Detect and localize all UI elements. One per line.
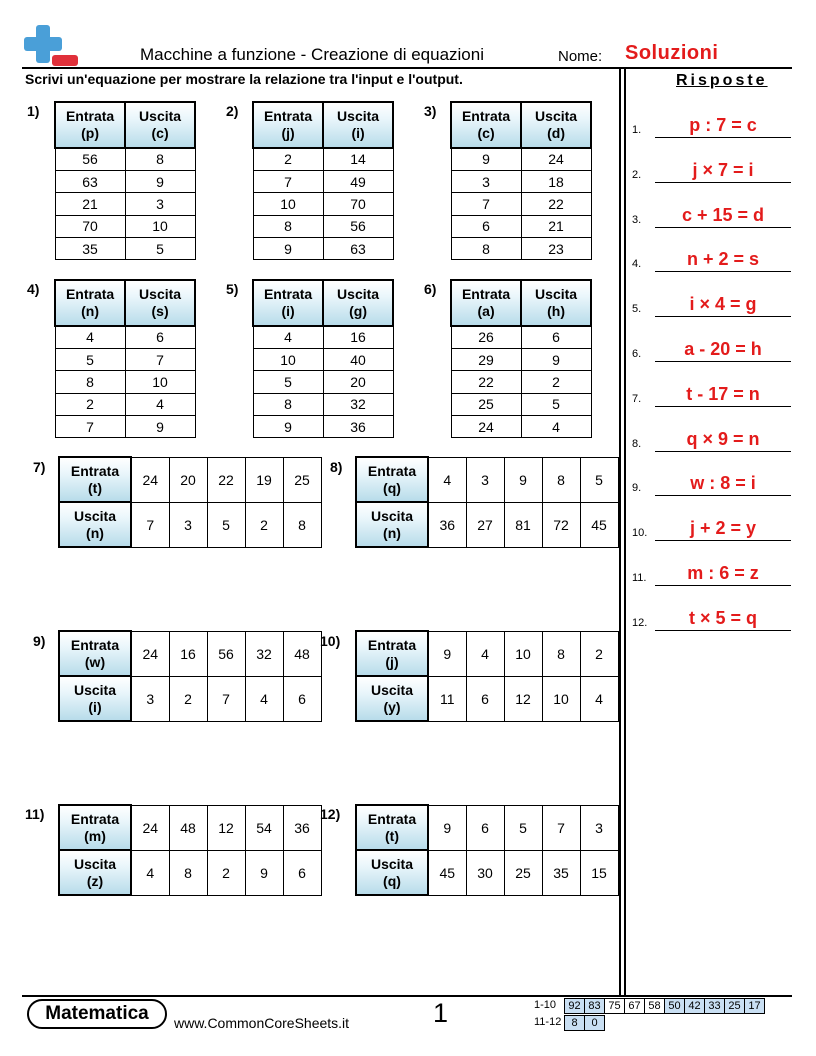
problem-number: 1) bbox=[27, 103, 40, 119]
input-cell: 2 bbox=[580, 631, 618, 676]
answer-number: 6. bbox=[632, 348, 642, 360]
output-cell: 24 bbox=[521, 148, 591, 170]
table-row bbox=[451, 371, 591, 393]
answer-line bbox=[655, 271, 791, 272]
table-row bbox=[253, 193, 393, 215]
problem-number: 10) bbox=[320, 633, 341, 649]
output-cell: 32 bbox=[323, 393, 393, 415]
table-row bbox=[451, 348, 591, 370]
input-cell: 5 bbox=[504, 805, 542, 850]
output-cell: 6 bbox=[283, 676, 321, 721]
output-cell: 6 bbox=[466, 676, 504, 721]
answer-value: n + 2 = s bbox=[686, 249, 760, 270]
answer-value: a - 20 = h bbox=[684, 339, 762, 359]
answer-line bbox=[655, 630, 791, 631]
input-cell: 56 bbox=[55, 148, 125, 170]
table-row bbox=[253, 170, 393, 192]
input-cell: 7 bbox=[542, 805, 580, 850]
output-cell: 56 bbox=[323, 215, 393, 237]
output-header: Uscita (n) bbox=[356, 502, 428, 547]
input-cell: 9 bbox=[504, 457, 542, 502]
output-cell: 12 bbox=[504, 676, 542, 721]
input-header: Entrata (c) bbox=[451, 102, 521, 148]
input-cell: 5 bbox=[580, 457, 618, 502]
answer-number: 2. bbox=[632, 168, 642, 181]
footer-url: www.CommonCoreSheets.it bbox=[174, 1015, 350, 1031]
problem-number: 2) bbox=[226, 103, 239, 119]
output-cell: 81 bbox=[504, 502, 542, 547]
score-cell: 25 bbox=[724, 998, 745, 1014]
input-header: Entrata (t) bbox=[59, 457, 131, 502]
input-cell: 9 bbox=[428, 631, 466, 676]
input-cell: 25 bbox=[451, 393, 521, 415]
input-cell: 48 bbox=[169, 805, 207, 850]
output-cell: 4 bbox=[521, 416, 591, 438]
input-cell: 10 bbox=[253, 348, 323, 370]
output-header: Uscita (n) bbox=[59, 502, 131, 547]
plus-minus-logo-icon bbox=[22, 23, 80, 69]
input-cell: 4 bbox=[466, 631, 504, 676]
output-cell: 21 bbox=[521, 215, 591, 237]
output-cell: 49 bbox=[323, 170, 393, 192]
output-row bbox=[356, 502, 618, 547]
table-row bbox=[253, 348, 393, 370]
score-cell: 42 bbox=[684, 998, 705, 1014]
output-cell: 22 bbox=[521, 193, 591, 215]
page-number: 1 bbox=[433, 998, 449, 1028]
output-header: Uscita (s) bbox=[125, 280, 195, 326]
input-cell: 6 bbox=[451, 215, 521, 237]
output-cell: 14 bbox=[323, 148, 393, 170]
output-cell: 4 bbox=[245, 676, 283, 721]
answer-number: 7. bbox=[632, 392, 642, 405]
score-cell: 83 bbox=[584, 998, 605, 1014]
score-cell: 75 bbox=[604, 998, 625, 1014]
table-row bbox=[451, 393, 591, 415]
table-row bbox=[253, 393, 393, 415]
input-cell: 8 bbox=[55, 371, 125, 393]
score-row bbox=[565, 998, 765, 1014]
input-cell: 7 bbox=[451, 193, 521, 215]
output-cell: 6 bbox=[521, 326, 591, 348]
output-cell: 63 bbox=[323, 238, 393, 260]
name-value: Soluzioni bbox=[625, 42, 719, 64]
output-header: Uscita (i) bbox=[59, 676, 131, 721]
table-row bbox=[253, 238, 393, 260]
score-cell: 92 bbox=[564, 998, 585, 1014]
answer-value: c + 15 = d bbox=[681, 204, 765, 225]
function-table bbox=[54, 101, 196, 260]
score-row-label: 11-12 bbox=[534, 1016, 562, 1028]
answer-value: j + 2 = y bbox=[689, 518, 757, 539]
answer-line bbox=[655, 451, 791, 452]
output-cell: 72 bbox=[542, 502, 580, 547]
input-cell: 54 bbox=[245, 805, 283, 850]
score-cell: 0 bbox=[584, 1015, 605, 1031]
table-row bbox=[253, 148, 393, 170]
problem-number: 6) bbox=[424, 281, 437, 297]
output-cell: 16 bbox=[323, 326, 393, 348]
table-row bbox=[55, 238, 195, 260]
output-cell: 40 bbox=[323, 348, 393, 370]
input-header: Entrata (j) bbox=[356, 631, 428, 676]
input-cell: 22 bbox=[451, 371, 521, 393]
input-row bbox=[356, 457, 618, 502]
input-cell: 26 bbox=[451, 326, 521, 348]
input-cell: 8 bbox=[451, 238, 521, 260]
answer-number: 5. bbox=[632, 303, 642, 316]
input-cell: 24 bbox=[131, 457, 169, 502]
function-table bbox=[355, 804, 619, 896]
input-cell: 25 bbox=[283, 457, 321, 502]
answer-line bbox=[655, 495, 791, 496]
output-cell: 15 bbox=[580, 850, 618, 895]
output-cell: 35 bbox=[542, 850, 580, 895]
input-cell: 6 bbox=[466, 805, 504, 850]
score-cell: 17 bbox=[744, 998, 765, 1014]
function-table bbox=[450, 279, 592, 438]
output-cell: 23 bbox=[521, 238, 591, 260]
input-cell: 4 bbox=[55, 326, 125, 348]
answer-number: 3. bbox=[632, 213, 642, 226]
score-cell: 8 bbox=[564, 1015, 585, 1031]
column-divider bbox=[619, 69, 621, 997]
table-row bbox=[55, 193, 195, 215]
input-cell: 32 bbox=[245, 631, 283, 676]
input-cell: 7 bbox=[253, 170, 323, 192]
input-header: Entrata (i) bbox=[253, 280, 323, 326]
output-cell: 18 bbox=[521, 170, 591, 192]
output-cell: 2 bbox=[245, 502, 283, 547]
output-row bbox=[356, 676, 618, 721]
input-header: Entrata (a) bbox=[451, 280, 521, 326]
answer-line bbox=[655, 227, 791, 228]
output-cell: 27 bbox=[466, 502, 504, 547]
output-header: Uscita (y) bbox=[356, 676, 428, 721]
input-cell: 24 bbox=[131, 631, 169, 676]
problem-number: 7) bbox=[33, 459, 46, 475]
function-table bbox=[252, 279, 394, 438]
table-row bbox=[451, 148, 591, 170]
output-cell: 10 bbox=[125, 371, 195, 393]
input-row bbox=[59, 631, 321, 676]
input-cell: 5 bbox=[253, 371, 323, 393]
table-row bbox=[253, 371, 393, 393]
brand-badge: Matematica bbox=[27, 999, 167, 1029]
output-cell: 7 bbox=[131, 502, 169, 547]
input-cell: 4 bbox=[428, 457, 466, 502]
output-cell: 2 bbox=[169, 676, 207, 721]
answer-number: 1. bbox=[632, 124, 642, 136]
table-row bbox=[451, 193, 591, 215]
input-cell: 9 bbox=[428, 805, 466, 850]
answer-line bbox=[655, 585, 791, 586]
answer-value: w : 8 = i bbox=[690, 473, 756, 494]
answers-title: Risposte bbox=[676, 72, 768, 89]
input-cell: 12 bbox=[207, 805, 245, 850]
table-row bbox=[55, 416, 195, 438]
input-row bbox=[59, 805, 321, 850]
table-row bbox=[451, 326, 591, 348]
output-header: Uscita (q) bbox=[356, 850, 428, 895]
answer-value: t × 5 = q bbox=[688, 607, 758, 628]
input-cell: 35 bbox=[55, 238, 125, 260]
output-header: Uscita (h) bbox=[521, 280, 591, 326]
footer-divider bbox=[22, 995, 792, 997]
score-cell: 67 bbox=[624, 998, 645, 1014]
input-cell: 8 bbox=[542, 457, 580, 502]
table-row bbox=[253, 326, 393, 348]
page-title: Macchine a funzione - Creazione di equazioni bbox=[140, 45, 484, 64]
answer-number: 12. bbox=[632, 616, 648, 629]
output-cell: 3 bbox=[169, 502, 207, 547]
output-header: Uscita (g) bbox=[323, 280, 393, 326]
input-header: Entrata (m) bbox=[59, 805, 131, 850]
answer-value: j × 7 = i bbox=[692, 159, 754, 180]
input-cell: 20 bbox=[169, 457, 207, 502]
table-row bbox=[55, 148, 195, 170]
function-table bbox=[450, 101, 592, 260]
output-cell: 4 bbox=[131, 850, 169, 895]
score-row-label: 1-10 bbox=[534, 999, 557, 1011]
output-cell: 6 bbox=[283, 850, 321, 895]
output-cell: 25 bbox=[504, 850, 542, 895]
function-table bbox=[252, 101, 394, 260]
answer-number: 11. bbox=[632, 572, 647, 584]
output-cell: 9 bbox=[521, 348, 591, 370]
input-cell: 16 bbox=[169, 631, 207, 676]
output-cell: 36 bbox=[323, 416, 393, 438]
output-cell: 9 bbox=[125, 416, 195, 438]
output-header: Uscita (c) bbox=[125, 102, 195, 148]
problem-number: 5) bbox=[226, 281, 239, 297]
output-row bbox=[356, 850, 618, 895]
input-cell: 4 bbox=[253, 326, 323, 348]
input-header: Entrata (q) bbox=[356, 457, 428, 502]
answer-line bbox=[655, 361, 791, 362]
table-row bbox=[55, 170, 195, 192]
input-cell: 21 bbox=[55, 193, 125, 215]
answer-value: m : 6 = z bbox=[687, 563, 759, 583]
output-cell: 5 bbox=[207, 502, 245, 547]
answer-line bbox=[655, 137, 791, 138]
table-row bbox=[55, 371, 195, 393]
problem-number: 11) bbox=[25, 806, 45, 822]
score-cell: 33 bbox=[704, 998, 725, 1014]
output-cell: 36 bbox=[428, 502, 466, 547]
output-cell: 8 bbox=[283, 502, 321, 547]
table-row bbox=[451, 416, 591, 438]
output-header: Uscita (z) bbox=[59, 850, 131, 895]
output-cell: 30 bbox=[466, 850, 504, 895]
output-cell: 11 bbox=[428, 676, 466, 721]
input-header: Entrata (w) bbox=[59, 631, 131, 676]
answer-number: 10. bbox=[632, 527, 648, 540]
input-cell: 10 bbox=[504, 631, 542, 676]
output-header: Uscita (d) bbox=[521, 102, 591, 148]
output-cell: 8 bbox=[169, 850, 207, 895]
output-cell: 5 bbox=[521, 393, 591, 415]
input-cell: 10 bbox=[253, 193, 323, 215]
output-cell: 10 bbox=[125, 215, 195, 237]
instructions: Scrivi un'equazione per mostrare la relazione tra l'input e l'output. bbox=[25, 71, 463, 87]
input-cell: 7 bbox=[55, 416, 125, 438]
answer-line bbox=[655, 540, 791, 541]
input-cell: 8 bbox=[253, 393, 323, 415]
table-row bbox=[253, 416, 393, 438]
input-header: Entrata (t) bbox=[356, 805, 428, 850]
input-cell: 3 bbox=[580, 805, 618, 850]
input-cell: 19 bbox=[245, 457, 283, 502]
column-divider bbox=[624, 69, 626, 997]
input-cell: 24 bbox=[131, 805, 169, 850]
function-table bbox=[58, 456, 322, 548]
output-cell: 4 bbox=[125, 393, 195, 415]
table-row bbox=[451, 215, 591, 237]
table-row bbox=[451, 170, 591, 192]
function-table bbox=[355, 630, 619, 722]
answer-number: 4. bbox=[632, 258, 642, 271]
output-row bbox=[59, 676, 321, 721]
input-cell: 5 bbox=[55, 348, 125, 370]
header-divider bbox=[22, 67, 792, 69]
function-table bbox=[54, 279, 196, 438]
answer-number: 8. bbox=[632, 437, 642, 450]
score-row bbox=[565, 1015, 605, 1031]
output-cell: 20 bbox=[323, 371, 393, 393]
input-cell: 2 bbox=[55, 393, 125, 415]
output-cell: 70 bbox=[323, 193, 393, 215]
function-table bbox=[58, 630, 322, 722]
input-cell: 24 bbox=[451, 416, 521, 438]
input-cell: 3 bbox=[451, 170, 521, 192]
input-row bbox=[356, 805, 618, 850]
input-cell: 29 bbox=[451, 348, 521, 370]
answer-value: i × 4 = g bbox=[689, 294, 757, 315]
input-cell: 22 bbox=[207, 457, 245, 502]
output-cell: 9 bbox=[245, 850, 283, 895]
answer-value: t - 17 = n bbox=[686, 383, 760, 404]
output-cell: 9 bbox=[125, 170, 195, 192]
input-cell: 36 bbox=[283, 805, 321, 850]
input-header: Entrata (j) bbox=[253, 102, 323, 148]
output-cell: 3 bbox=[125, 193, 195, 215]
output-row bbox=[59, 502, 321, 547]
output-cell: 2 bbox=[207, 850, 245, 895]
answer-value: q × 9 = n bbox=[686, 428, 760, 449]
score-cell: 50 bbox=[664, 998, 685, 1014]
input-cell: 63 bbox=[55, 170, 125, 192]
answer-value: p : 7 = c bbox=[689, 115, 757, 135]
table-row bbox=[55, 348, 195, 370]
table-row bbox=[451, 238, 591, 260]
input-cell: 3 bbox=[466, 457, 504, 502]
input-row bbox=[59, 457, 321, 502]
answer-number: 9. bbox=[632, 482, 642, 495]
output-cell: 10 bbox=[542, 676, 580, 721]
function-table bbox=[355, 456, 619, 548]
table-row bbox=[55, 393, 195, 415]
input-cell: 9 bbox=[253, 416, 323, 438]
problem-number: 9) bbox=[33, 633, 46, 649]
output-cell: 3 bbox=[131, 676, 169, 721]
problem-number: 12) bbox=[320, 806, 341, 822]
input-cell: 48 bbox=[283, 631, 321, 676]
output-cell: 2 bbox=[521, 371, 591, 393]
output-cell: 45 bbox=[580, 502, 618, 547]
input-row bbox=[356, 631, 618, 676]
input-cell: 70 bbox=[55, 215, 125, 237]
problem-number: 4) bbox=[27, 281, 40, 297]
name-label: Nome: bbox=[558, 48, 603, 65]
score-cell: 58 bbox=[644, 998, 665, 1014]
input-header: Entrata (n) bbox=[55, 280, 125, 326]
output-row bbox=[59, 850, 321, 895]
output-cell: 5 bbox=[125, 238, 195, 260]
input-cell: 9 bbox=[253, 238, 323, 260]
problem-number: 8) bbox=[330, 459, 343, 475]
output-cell: 45 bbox=[428, 850, 466, 895]
answer-line bbox=[655, 316, 791, 317]
input-cell: 8 bbox=[253, 215, 323, 237]
output-cell: 7 bbox=[207, 676, 245, 721]
answer-line bbox=[655, 182, 791, 183]
table-row bbox=[55, 326, 195, 348]
table-row bbox=[55, 215, 195, 237]
output-cell: 8 bbox=[125, 148, 195, 170]
input-cell: 8 bbox=[542, 631, 580, 676]
output-cell: 6 bbox=[125, 326, 195, 348]
output-cell: 4 bbox=[580, 676, 618, 721]
input-cell: 9 bbox=[451, 148, 521, 170]
function-table bbox=[58, 804, 322, 896]
input-cell: 56 bbox=[207, 631, 245, 676]
input-cell: 2 bbox=[253, 148, 323, 170]
answer-line bbox=[655, 406, 791, 407]
input-header: Entrata (p) bbox=[55, 102, 125, 148]
output-header: Uscita (i) bbox=[323, 102, 393, 148]
output-cell: 7 bbox=[125, 348, 195, 370]
problem-number: 3) bbox=[424, 103, 437, 119]
table-row bbox=[253, 215, 393, 237]
